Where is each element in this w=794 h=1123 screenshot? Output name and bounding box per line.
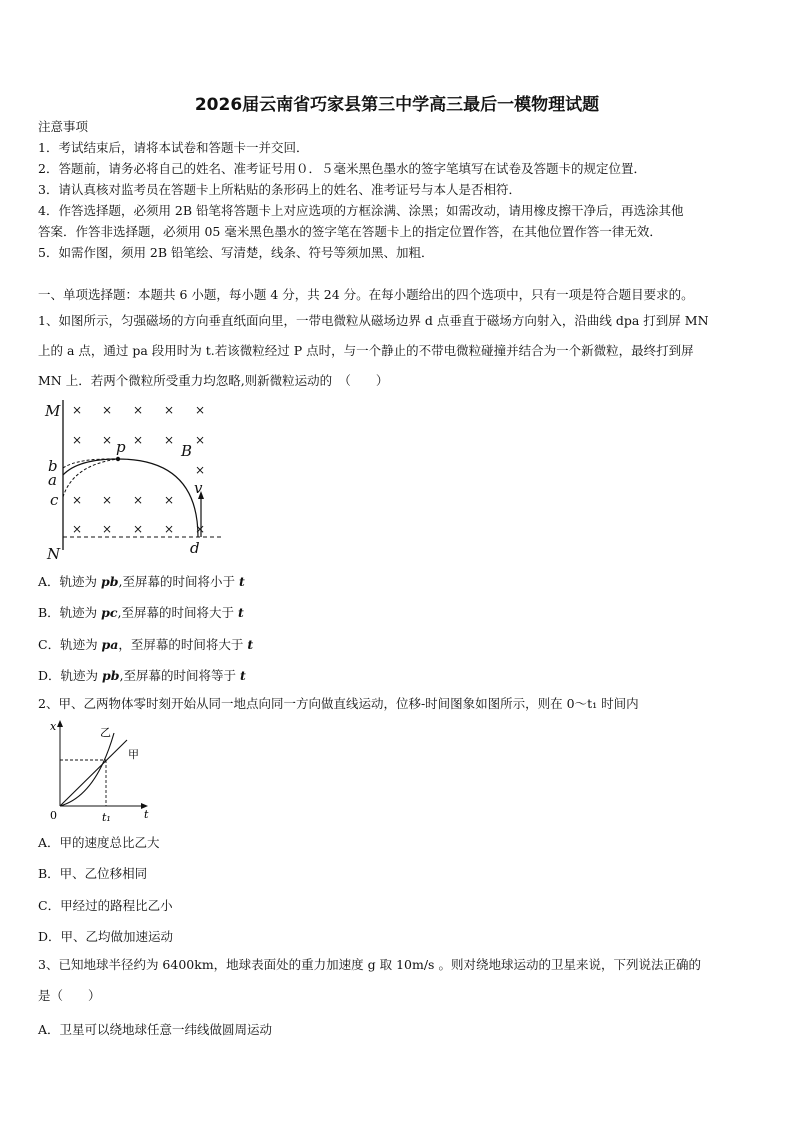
label-a: a [48,471,57,489]
origin-label: 0 [50,809,57,822]
q1-option-a: A．轨迹为 pb,至屏幕的时间将小于 t [38,574,245,589]
q1-option-b: B．轨迹为 pc,至屏幕的时间将大于 t [38,605,244,620]
field-cross: × [72,493,83,507]
notice-item: 3．请认真核对监考员在答题卡上所粘贴的条形码上的姓名、准考证号与本人是否相符． [38,182,521,197]
field-cross: × [72,433,83,447]
axis-label-x: x [50,720,57,733]
question-1-stem: 1、如图所示，匀强磁场的方向垂直纸面向里，一带电微粒从磁场边界 d 点垂直于磁场方向射入，沿曲线 dpa 打到屏 MN [38,313,709,328]
label-p: p [116,438,126,456]
magnetic-field-figure [38,395,228,565]
field-cross: × [133,522,144,536]
field-cross: × [164,493,175,507]
q2-option-c: C．甲经过的路程比乙小 [38,898,173,913]
field-cross: × [195,522,206,536]
field-cross: × [102,433,113,447]
page-title: 2026届云南省巧家县第三中学高三最后一模物理试题 [194,95,600,115]
field-cross: × [195,433,206,447]
field-cross: × [164,433,175,447]
q1-option-c: C．轨迹为 pa，至屏幕的时间将大于 t [38,637,254,652]
notice-item: 1．考试结束后，请将本试卷和答题卡一并交回． [38,140,309,155]
field-crosses [72,403,205,536]
x-axis-arrow [57,720,63,727]
question-3-stem: 是（ ） [38,988,101,1003]
label-n: N [47,545,61,563]
question-2-stem: 2、甲、乙两物体零时刻开始从同一地点向同一方向做直线运动，位移-时间图象如图所示，则在 0～t₁ 时间内 [38,696,639,711]
label-c: c [50,491,59,509]
q1-option-d: D．轨迹为 pb,至屏幕的时间将等于 t [38,668,246,683]
label-d: d [190,539,200,557]
field-cross: × [102,493,113,507]
field-cross: × [195,403,206,417]
field-cross: × [72,403,83,417]
field-cross: × [164,403,175,417]
label-yi: 乙 [100,726,111,739]
line-jia [60,740,127,806]
question-1-stem: MN 上．若两个微粒所受重力均忽略,则新微粒运动的 （ ） [38,373,389,388]
section-heading: 一、单项选择题：本题共 6 小题，每小题 4 分，共 24 分。在每小题给出的四个选项中，只有一项是符合题目要求的。 [38,287,694,302]
field-cross: × [133,433,144,447]
notice-heading: 注意事项 [38,119,89,134]
field-cross: × [72,522,83,536]
notice-item: 5．如需作图，须用 2B 铅笔绘、写清楚，线条、符号等须加黑、加粗． [38,245,434,260]
label-jia: 甲 [128,748,139,761]
trajectory-pc [63,459,118,497]
q2-option-d: D．甲、乙均做加速运动 [38,929,174,944]
notice-item: 答案．作答非选择题，必须用 05 毫米黑色墨水的签字笔在答题卡上的指定位置作答，在其他位置作答一律无效． [38,224,662,239]
field-cross: × [133,403,144,417]
t1-label: t₁ [102,811,111,824]
notice-item: 4．作答选择题，必须用 2B 铅笔将答题卡上对应选项的方框涂满、涂黑；如需改动，请用橡皮擦干净后，再选涂其他 [38,203,684,218]
notice-item: 2．答题前，请务必将自己的姓名、准考证号用０．５毫米黑色墨水的签字笔填写在试卷及答题卡的规定位置． [38,161,646,176]
label-b-field: B [181,442,193,460]
label-b: b [48,457,58,475]
q2-option-b: B．甲、乙位移相同 [38,866,148,881]
q2-option-a: A．甲的速度总比乙大 [38,835,160,850]
field-cross: × [133,493,144,507]
label-v: v [194,479,203,497]
question-3-stem: 3、已知地球半径约为 6400km，地球表面处的重力加速度 g 取 10m/s 。则对绕地球运动的卫星来说，下列说法正确的 [38,957,701,972]
trajectory-dpa [63,459,198,537]
axis-label-t: t [144,808,149,821]
field-cross: × [164,522,175,536]
field-cross: × [102,522,113,536]
label-m: M [45,402,61,420]
point-p [116,457,120,461]
q3-option-a: A．卫星可以绕地球任意一纬线做圆周运动 [38,1022,273,1037]
question-1-stem: 上的 a 点，通过 pa 段用时为 t.若该微粒经过 P 点时，与一个静止的不带电微粒碰撞并结合为一个新微粒，最终打到屏 [38,343,694,358]
field-cross: × [102,403,113,417]
xt-graph-figure [44,718,164,826]
field-cross: × [195,463,206,477]
